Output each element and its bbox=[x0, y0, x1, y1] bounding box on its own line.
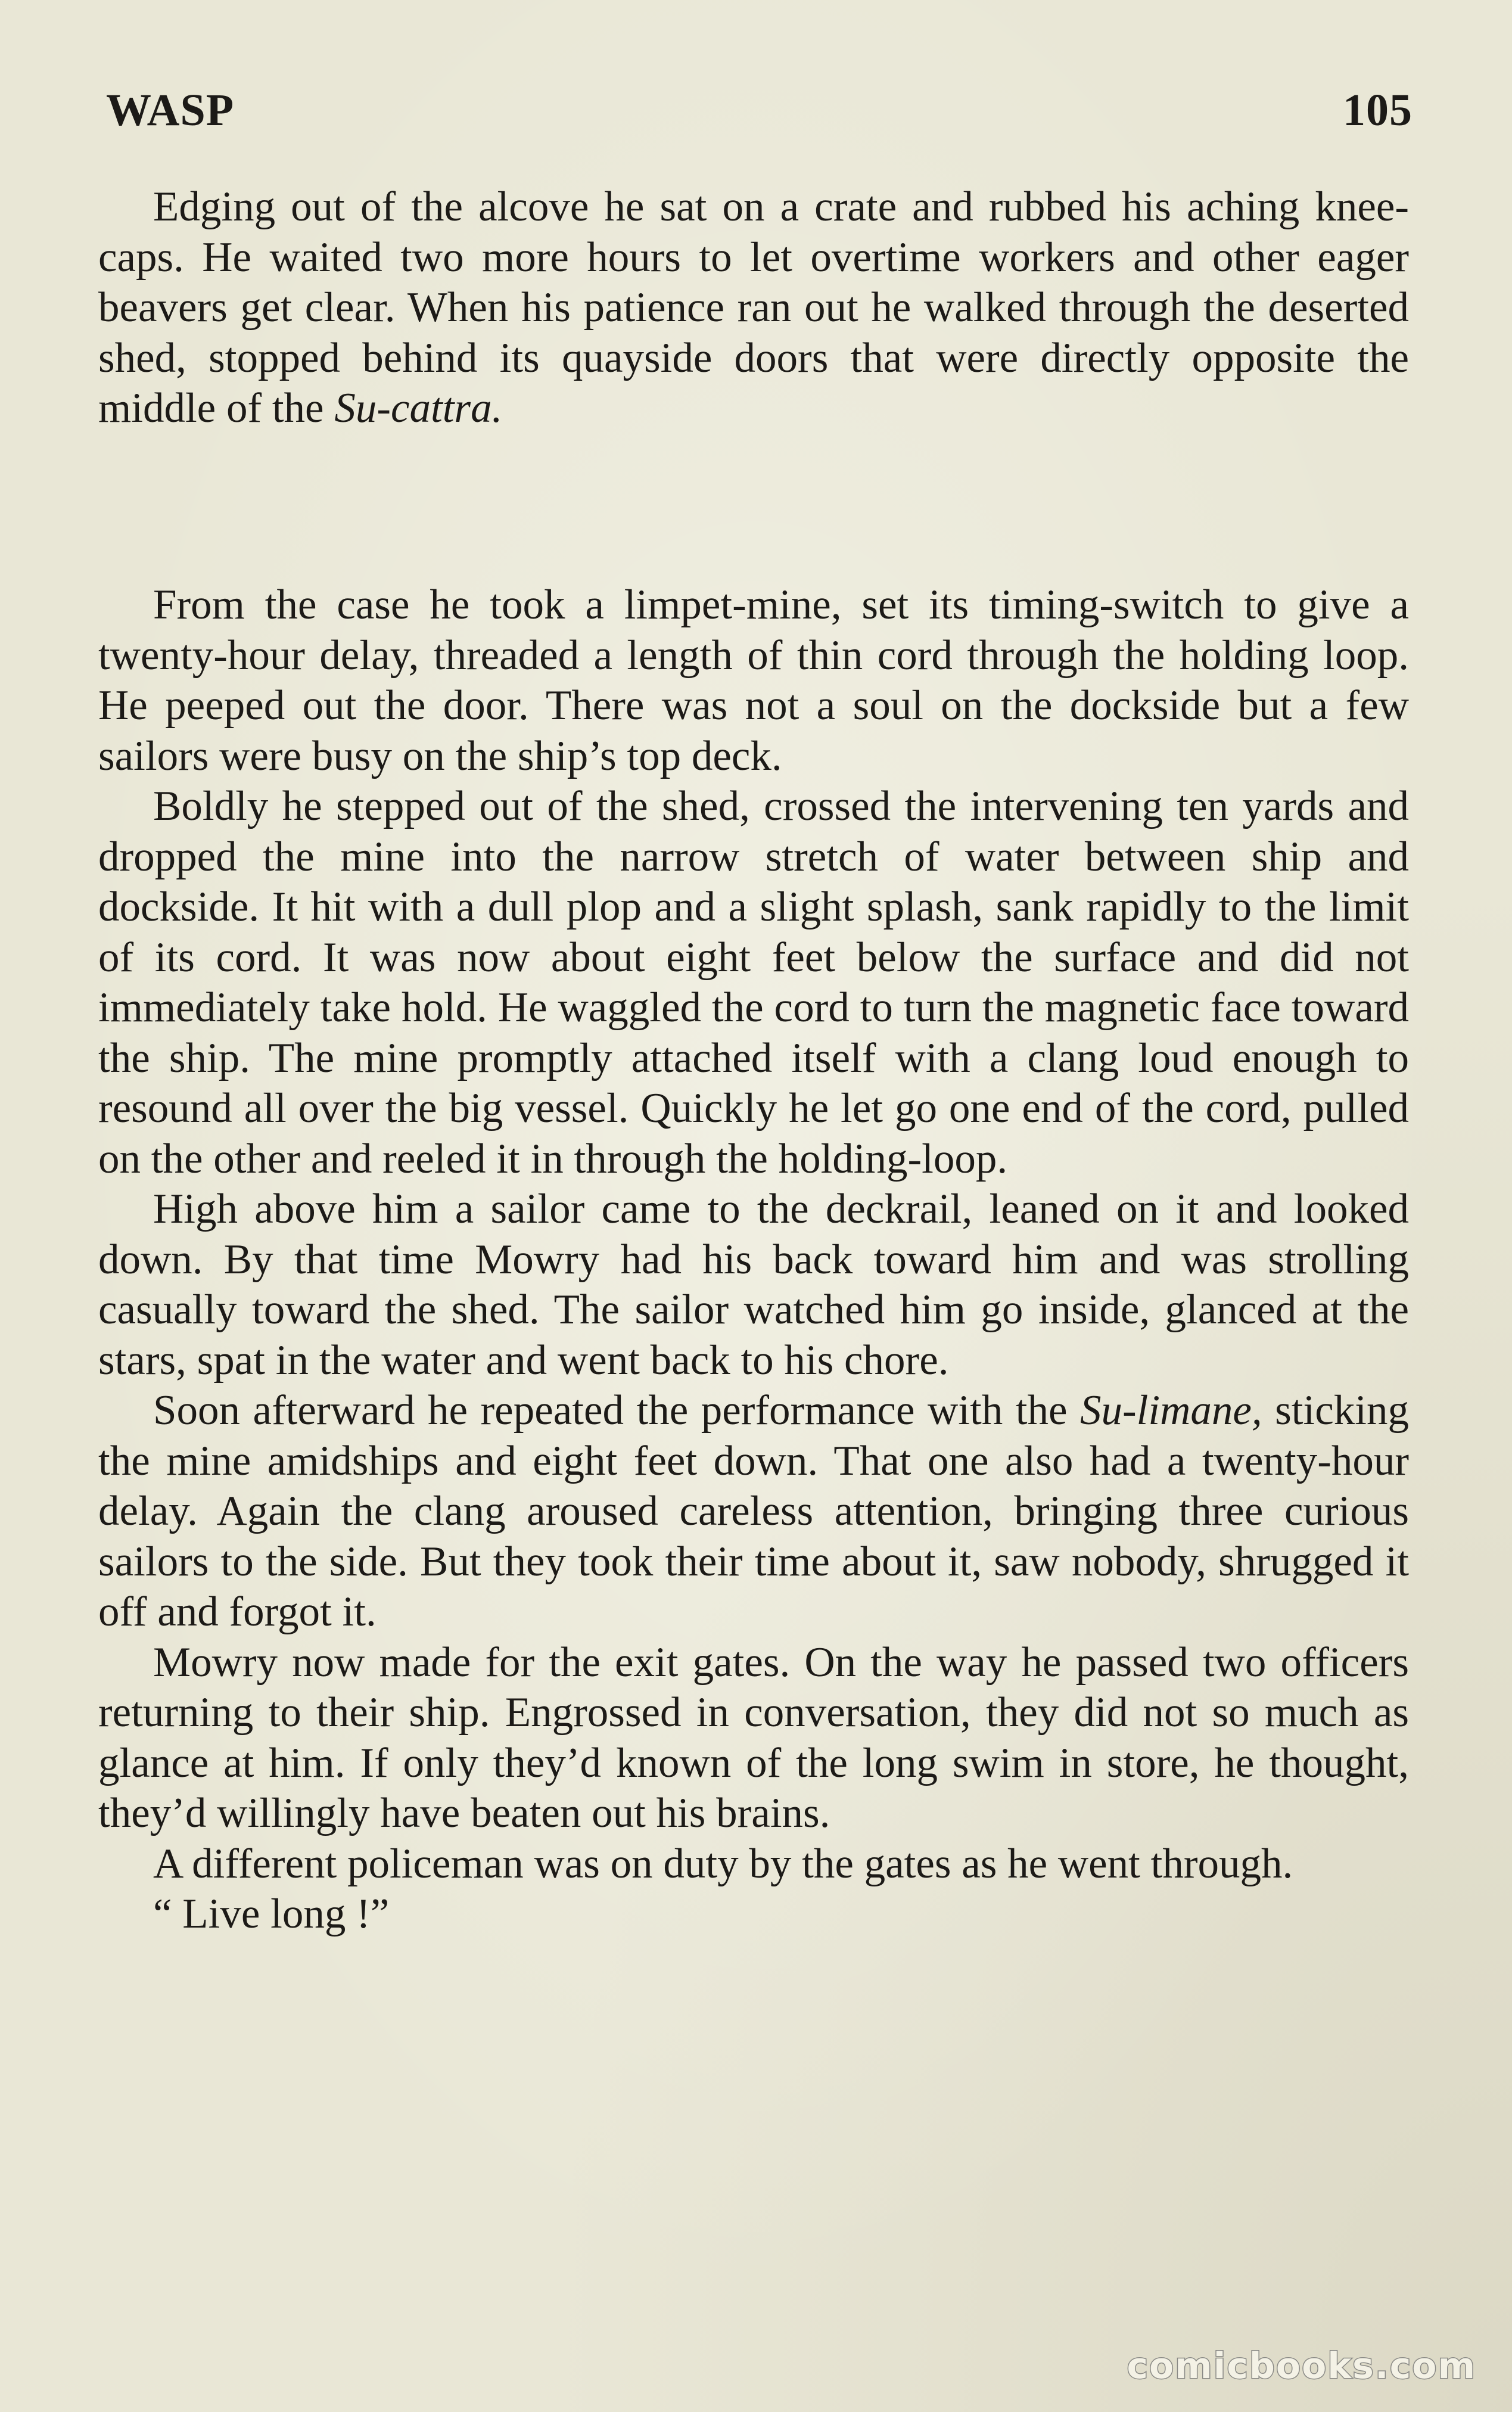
paragraph-text: sticking the mine amidships and eight feet down. That one also had a twenty-hour delay. Again the clang aroused careless attention, bringing three curious sailors to the side. But they took their time about it, saw nobody, shrugged it off and forgot it. bbox=[98, 1387, 1410, 1635]
text-section-2 bbox=[98, 580, 1409, 1939]
running-head bbox=[106, 77, 1413, 143]
paragraph: From the case he took a limpet-mine, set its timing-switch to give a twenty-hour delay, threaded a length of thin cord through the holding loop. He peeped out the door. There was not a soul on the dockside but a few sailors were busy on the ship’s top deck. bbox=[98, 582, 1409, 779]
paragraph-text: Edging out of the alcove he sat on a crate and rubbed his aching knee-caps. He waited two more hours to let overtime workers and other eager beavers get clear. When his patience ran out he walked through the deserted shed, stopped behind its quayside doors that were directly opposite the middle of the bbox=[98, 184, 1409, 431]
dialogue-line: “ Live long !” bbox=[153, 1891, 390, 1937]
paragraph-text: Soon afterward he repeated the performance with the bbox=[153, 1387, 1081, 1434]
paragraph: Mowry now made for the exit gates. On the way he passed two officers returning to their ship. Engrossed in conversation, they did not so much as glance at him. If only they’d known of the long swim in store, he thought, they’d willingly have beaten out his brains. bbox=[98, 1639, 1409, 1836]
ship-name: Su-cattra. bbox=[334, 385, 503, 431]
paragraph: Boldly he stepped out of the shed, crossed the intervening ten yards and dropped the mine into the narrow stretch of water between ship and dockside. It hit with a dull plop and a slight splash, sank rapidly to the limit of its cord. It was now about eight feet below the surface and did not immediately take hold. He waggled the cord to turn the magnetic face toward the ship. The mine promptly attached itself with a clang loud enough to resound all over the big vessel. Quickly he let go one end of the cord, pulled on the other and reeled it in through the holding-loop. bbox=[98, 783, 1409, 1182]
watermark-logo: comicbooks.com bbox=[1127, 2345, 1476, 2387]
paragraph bbox=[98, 1385, 1409, 1637]
ship-name: Su-limane, bbox=[1080, 1387, 1262, 1434]
paragraph: High above him a sailor came to the deckrail, leaned on it and looked down. By that time Mowry had his back toward him and was strolling casually toward the shed. The sailor watched him go inside, glanced at the stars, spat in the water and went back to his chore. bbox=[98, 1186, 1409, 1384]
paragraph bbox=[98, 182, 1409, 434]
page-number: 105 bbox=[1343, 85, 1413, 135]
text-section-1 bbox=[98, 182, 1409, 434]
running-title: WASP bbox=[106, 85, 235, 135]
paragraph: A different policeman was on duty by the gates as he went through. bbox=[153, 1840, 1293, 1887]
